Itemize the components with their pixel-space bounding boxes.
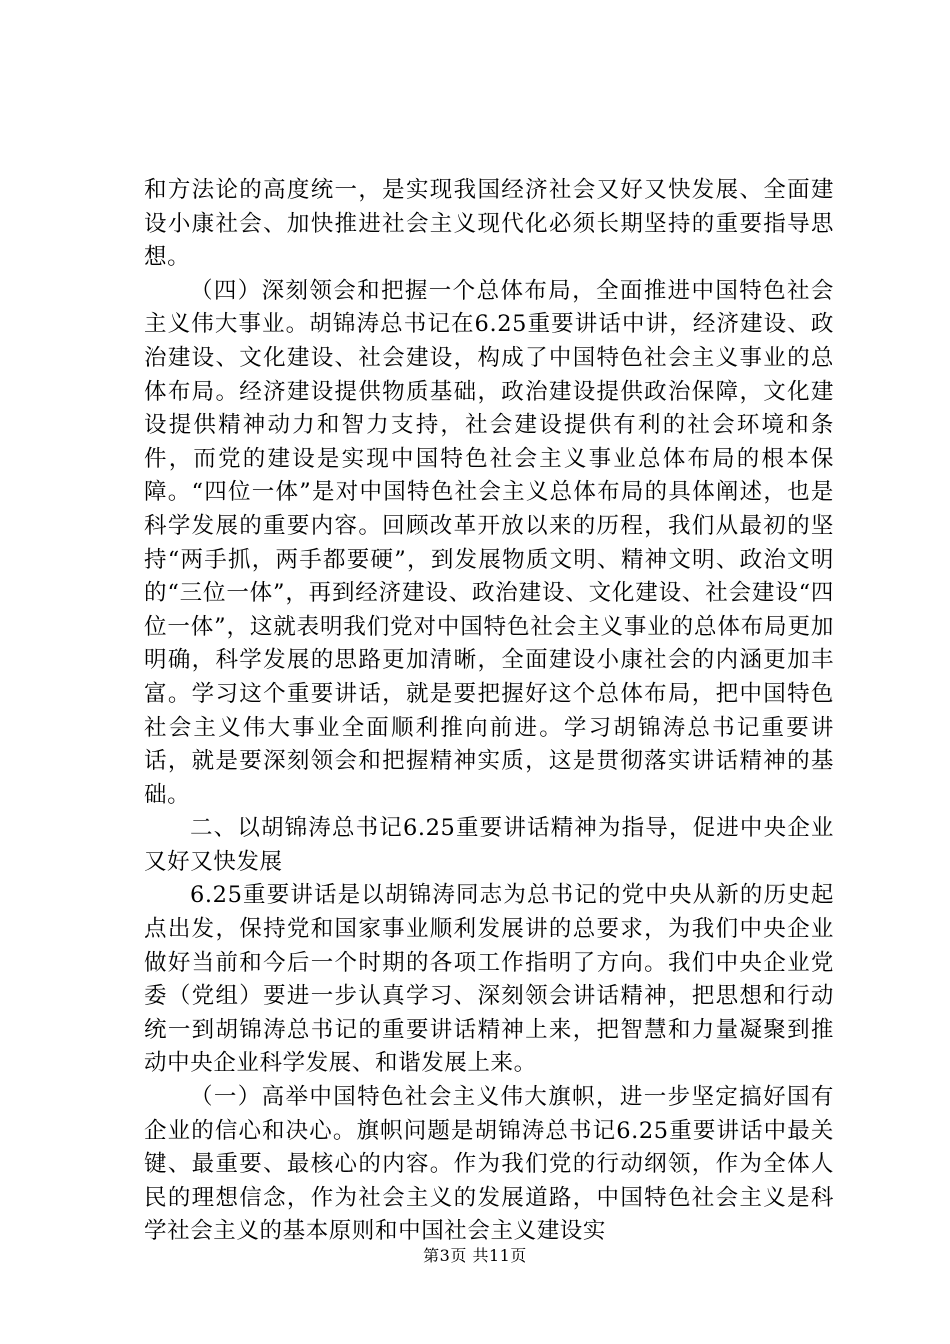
paragraph-continuation: 和方法论的高度统一，是实现我国经济社会又好又快发展、全面建设小康社会、加快推进社会主义现代化必须长期坚持的重要指导思想。: [144, 177, 834, 271]
document-body: [144, 174, 834, 1249]
paragraph-section-one: （一）高举中国特色社会主义伟大旗帜，进一步坚定搞好国有企业的信心和决心。旗帜问题是胡锦涛总书记6.25重要讲话中最关键、最重要、最核心的内容。作为我们党的行动纲领，作为全体人民的理想信念，作为社会主义的发展道路，中国特色社会主义是科学社会主义的基本原则和中国社会主义建设实: [144, 1084, 834, 1245]
page-number-footer: 第3页 共11页: [423, 1246, 527, 1265]
paragraph-section-four: （四）深刻领会和把握一个总体布局，全面推进中国特色社会主义伟大事业。胡锦涛总书记在6.25重要讲话中讲，经济建设、政治建设、文化建设、社会建设，构成了中国特色社会主义事业的总体布局。经济建设提供物质基础，政治建设提供政治保障，文化建设提供精神动力和智力支持，社会建设提供有利的社会环境和条件，而党的建设是实现中国特色社会主义事业总体布局的根本保障。“四位一体”是对中国特色社会主义总体布局的具体阐述，也是科学发展的重要内容。回顾改革开放以来的历程，我们从最初的坚持“两手抓，两手都要硬”，到发展物质文明、精神文明、政治文明的“三位一体”，再到经济建设、政治建设、文化建设、社会建设“四位一体”，这就表明我们党对中国特色社会主义事业的总体布局更加明确，科学发展的思路更加清晰，全面建设小康社会的内涵更加丰富。学习这个重要讲话，就是要把握好这个总体布局，把中国特色社会主义伟大事业全面顺利推向前进。学习胡锦涛总书记重要讲话，就是要深刻领会和把握精神实质，这是贯彻落实讲话精神的基础。: [144, 277, 834, 808]
paragraph-section-two-intro: 6.25重要讲话是以胡锦涛同志为总书记的党中央从新的历史起点出发，保持党和国家事业顺利发展讲的总要求，为我们中央企业做好当前和今后一个时期的各项工作指明了方向。我们中央企业党委（党组）要进一步认真学习、深刻领会讲话精神，把思想和行动统一到胡锦涛总书记的重要讲话精神上来，把智慧和力量凝聚到推动中央企业科学发展、和谐发展上来。: [144, 882, 834, 1077]
section-heading-two: 二、以胡锦涛总书记6.25重要讲话精神为指导，促进中央企业又好又快发展: [144, 815, 834, 875]
